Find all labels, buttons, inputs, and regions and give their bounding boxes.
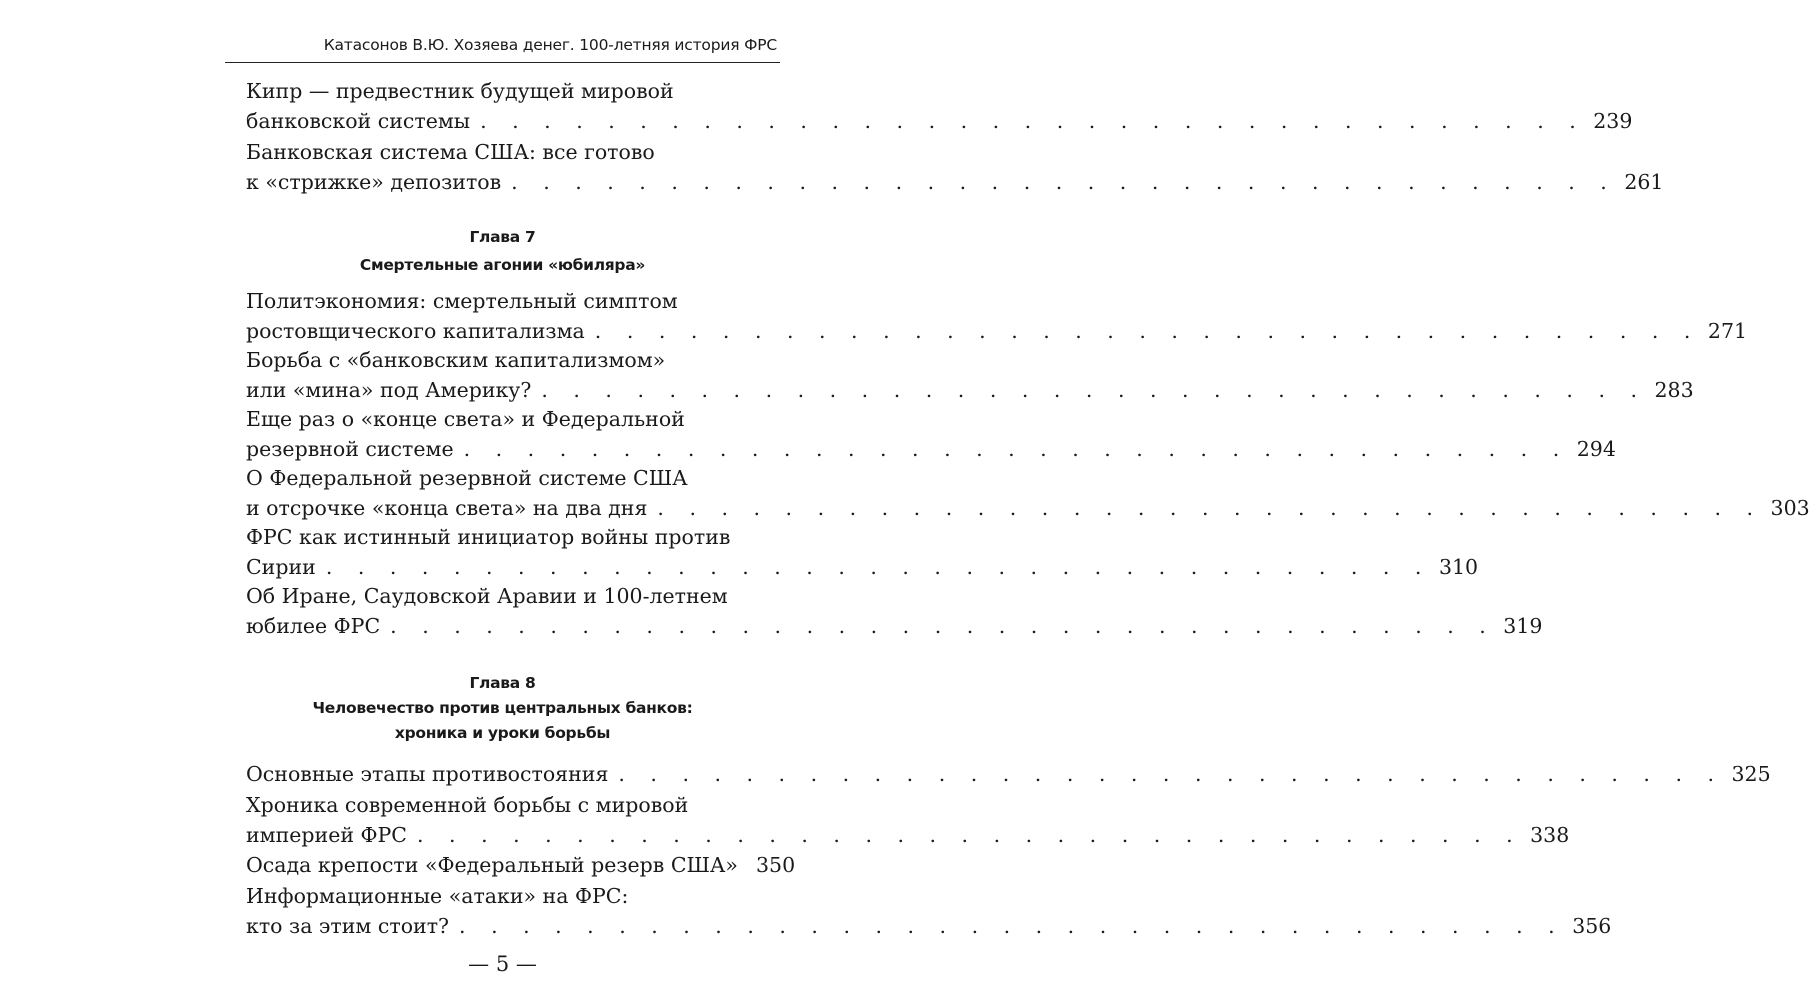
toc-page-number: 325 — [1731, 762, 1771, 786]
toc-entry-line1: О Федеральной резервной системе США — [246, 466, 688, 490]
toc-entry[interactable] — [246, 404, 1616, 464]
chapter-8-title-line1: Человечество против центральных банков: — [312, 699, 693, 717]
leader-dots: . . . . . . . . . . . . . . . . . . . . . . . . . . . . . . . . . . . — [480, 109, 1586, 133]
page-folio: — 5 — — [468, 952, 537, 976]
toc-entry-line1: Борьба с «банковским капитализмом» — [246, 348, 666, 372]
leader-dots: . . . . . . . . . . . . . . . . . . . . . . . . . . . . . . . . . . . — [459, 914, 1565, 938]
toc-entry[interactable] — [246, 581, 1543, 641]
leader-dots: . . . . . . . . . . . . . . . . . . . . . . . . . . . . . . . . . . . — [594, 319, 1700, 343]
toc-entry-line2: юбилее ФРС — [246, 614, 381, 638]
toc-entry-line2: Сирии — [246, 555, 316, 579]
chapter-8-title-line2: хроника и уроки борьбы — [394, 724, 611, 742]
toc-page-number: 261 — [1624, 170, 1664, 194]
toc-entry-line1: Информационные «атаки» на ФРС: — [246, 884, 629, 908]
toc-entry-line2: Осада крепости «Федеральный резерв США» — [246, 853, 738, 877]
toc-page-number: 239 — [1593, 109, 1633, 133]
leader-dots: . . . . . . . . . . . . . . . . . . . . . . . . . . . . . . . . . . . — [463, 437, 1569, 461]
leader-dots: . . . . . . . . . . . . . . . . . . . . . . . . . . . . . . . . . . . — [417, 823, 1523, 847]
toc-page-number: 319 — [1503, 614, 1543, 638]
toc-entry-line1: Кипр — предвестник будущей мировой — [246, 79, 674, 103]
toc-page-number: 283 — [1654, 378, 1694, 402]
leader-dots: . . . . . . . . . . . . . . . . . . . . . . . . . . . . . . . . . . . — [325, 555, 1431, 579]
toc-entry[interactable] — [246, 850, 796, 880]
toc-entry[interactable] — [246, 286, 1748, 346]
toc-page-number: 338 — [1530, 823, 1570, 847]
toc-entry-line2: к «стрижке» депозитов — [246, 170, 502, 194]
toc-entry-line1: Хроника современной борьбы с мировой — [246, 793, 689, 817]
toc-entry-line2: империей ФРС — [246, 823, 407, 847]
chapter-8-number: Глава 8 — [469, 674, 536, 692]
toc-entry-line1: Банковская система США: все готово — [246, 140, 655, 164]
toc-page-number: 350 — [755, 853, 796, 877]
toc-entry[interactable] — [246, 345, 1694, 405]
chapter-7-title: Смертельные агонии «юбиляра» — [359, 256, 646, 274]
leader-dots: . . . . . . . . . . . . . . . . . . . . . . . . . . . . . . . . . . . — [541, 378, 1647, 402]
leader-dots: . . . . . . . . . . . . . . . . . . . . . . . . . . . . . . . . . . . — [657, 496, 1763, 520]
leader-dots: . . . . . . . . . . . . . . . . . . . . . . . . . . . . . . . . . . . — [511, 170, 1617, 194]
toc-entry-line2: и отсрочке «конца света» на два дня — [246, 496, 648, 520]
leader-dots: . . . . . . . . . . . . . . . . . . . . . . . . . . . . . . . . . . . — [618, 762, 1724, 786]
toc-entry-line2: резервной системе — [246, 437, 454, 461]
leader-dots: . . . . . . . . . . . . . . . . . . . . . . . . . . . . . . . . . . . — [390, 614, 1496, 638]
toc-entry-line2: банковской системы — [246, 109, 471, 133]
toc-entry[interactable] — [246, 463, 1810, 523]
toc-entry[interactable] — [246, 137, 1664, 197]
toc-entry[interactable] — [246, 759, 1771, 789]
toc-page-number: 310 — [1438, 555, 1479, 579]
toc-entry-line2: Основные этапы противостояния — [246, 762, 609, 786]
toc-entry-line2: ростовщического капитализма — [246, 319, 585, 343]
toc-entry-line1: Политэкономия: смертельный симптом — [246, 289, 678, 313]
toc-entry-line2: кто за этим стоит? — [246, 914, 450, 938]
toc-page-number: 303 — [1770, 496, 1810, 520]
running-header: Катасонов В.Ю. Хозяева денег. 100-летняя история ФРС — [323, 36, 777, 54]
toc-page-number: 271 — [1707, 319, 1748, 343]
toc-entry[interactable] — [246, 76, 1633, 136]
toc-entry-line1: ФРС как истинный инициатор войны против — [246, 525, 731, 549]
toc-entry-line1: Еще раз о «конце света» и Федеральной — [246, 407, 685, 431]
toc-page-number: 294 — [1576, 437, 1616, 461]
toc-entry[interactable] — [246, 790, 1570, 850]
toc-page-number: 356 — [1572, 914, 1612, 938]
header-rule — [225, 62, 780, 63]
toc-entry[interactable] — [246, 881, 1612, 941]
chapter-7-number: Глава 7 — [469, 228, 536, 246]
toc-entry[interactable] — [246, 522, 1479, 582]
toc-entry-line2: или «мина» под Америку? — [246, 378, 532, 402]
toc-entry-line1: Об Иране, Саудовской Аравии и 100-летнем — [246, 584, 728, 608]
